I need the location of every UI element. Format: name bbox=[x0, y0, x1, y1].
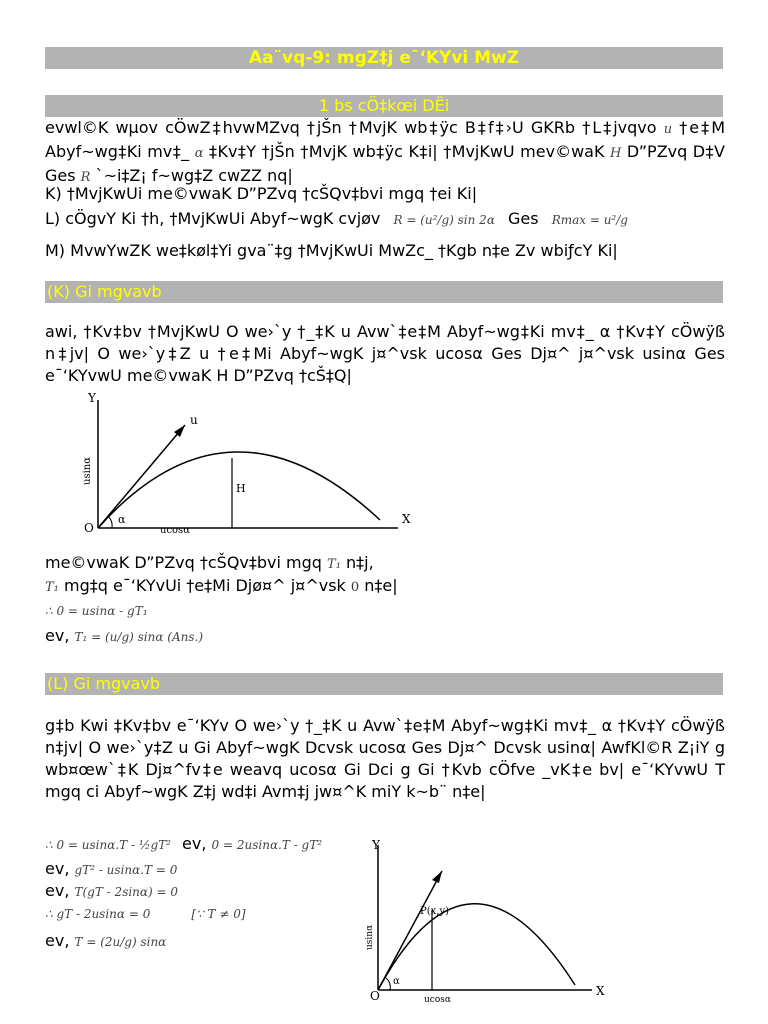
equation-l-1 bbox=[45, 833, 322, 856]
t1-statement bbox=[45, 552, 374, 576]
text: `~i‡Z¡ f~wg‡Z cwZZ nq| bbox=[95, 166, 293, 185]
text: ev, bbox=[45, 626, 70, 645]
section-header-k: (K) Gi mgvavb bbox=[45, 281, 723, 303]
arrow-head bbox=[432, 871, 442, 883]
x-label: X bbox=[402, 512, 411, 526]
y-label: Y bbox=[372, 838, 380, 852]
origin-label: O bbox=[84, 521, 94, 535]
symbol-T1: T₁ bbox=[45, 580, 59, 595]
h-label: H bbox=[236, 482, 246, 495]
page-title: Aa¨vq-9: mgZ‡j e¯‘KYvi MwZ bbox=[45, 47, 723, 69]
equation: 0 = 2usinα.T - gT² bbox=[211, 838, 323, 852]
formula-range: R = (u²/g) sin 2α bbox=[393, 213, 495, 227]
text: D”PZvq D‡V Ges bbox=[45, 142, 725, 185]
equation-k-1 bbox=[45, 599, 148, 622]
alpha-label: α bbox=[118, 513, 126, 526]
text: n‡j, bbox=[346, 553, 374, 572]
equation: T = (2u/g) sinα bbox=[74, 935, 167, 949]
solution-l-paragraph: g‡b Kwi ‡Kv‡bv e¯‘KYv O we›`y †_‡K u Avw`‡e‡M Abyf~wg‡Ki mv‡_ α †Kv‡Y cÖwÿß n‡jv| O we›`y‡Z u Gi Abyf~wgK Dcvsk ucosα Ges Dj¤^ Dcvsk usinα| AwfKl©R Z¡iY g wb¤œw`‡K Dj¤^fv‡e weavq ucosα Gi Dci g Gi †Kvb cÖfve _vK‡e bv| e¯‘KYvwU T mgq ci Abyf~wgK Z‡j wd‡i Avm‡j jw¤^K miY k~b¨ n‡e| bbox=[45, 716, 725, 801]
ucos-label: ucosα bbox=[160, 525, 190, 535]
projectile-diagram-2 bbox=[360, 835, 620, 1005]
question-m: M) MvwYwZK we‡køl‡Yi gva¨‡g †MvjKwUi MwZc_ †Kgb n‡e Zv wbiƒcY Ki| bbox=[45, 241, 618, 260]
section-header-answer-1: 1 bs cÖ‡kœi DËi bbox=[45, 95, 723, 117]
equation-k-2 bbox=[45, 625, 203, 648]
alpha-label: α bbox=[393, 976, 400, 987]
symbol-T1: T₁ bbox=[327, 557, 341, 572]
projectile-diagram-1 bbox=[60, 390, 420, 535]
formula-rmax: Rmax = u²/g bbox=[551, 213, 628, 227]
ucos-label: ucosα bbox=[424, 995, 451, 1005]
equation: ∴ 0 = usinα.T - ½gT² bbox=[45, 838, 171, 852]
equation: ∴ gT - 2usinα = 0 bbox=[45, 907, 151, 921]
text: evwl©K wµov cÖwZ‡hvwMZvq †jŠn †MvjK wb‡ÿc B‡f‡›U GKRb †L‡jvqvo bbox=[45, 118, 657, 137]
text: L) cÖgvY Ki †h, †MvjKwUi Abyf~wgK cvjøv bbox=[45, 209, 381, 228]
equation-l-5 bbox=[45, 930, 166, 953]
origin-label: O bbox=[370, 989, 380, 1003]
note: [∵ T ≠ 0] bbox=[191, 907, 246, 921]
equation-l-2 bbox=[45, 858, 177, 881]
question-l bbox=[45, 208, 628, 231]
question-k: K) †MvjKwUi me©vwaK D”PZvq †cŠQv‡bvi mgq †ei Ki| bbox=[45, 184, 478, 203]
equation: T(gT - 2sinα) = 0 bbox=[74, 885, 179, 899]
text: ev, bbox=[45, 881, 70, 900]
text: n‡e| bbox=[364, 576, 398, 595]
symbol-u: u bbox=[663, 122, 673, 137]
section-header-l: (L) Gi mgvavb bbox=[45, 673, 723, 695]
symbol-alpha: α bbox=[194, 146, 204, 161]
text: ‡Kv‡Y †jŠn †MvjK wb‡ÿc K‡i| †MvjKwU mev©waK bbox=[209, 142, 605, 161]
equation: T₁ = (u/g) sinα (Ans.) bbox=[74, 630, 204, 644]
usin-label: usinα bbox=[365, 924, 375, 950]
symbol-H: H bbox=[609, 146, 622, 161]
equation-l-4 bbox=[45, 902, 246, 925]
text: ev, bbox=[182, 834, 207, 853]
text: Ges bbox=[508, 209, 539, 228]
x-label: X bbox=[596, 984, 605, 998]
equation: gT² - usinα.T = 0 bbox=[74, 863, 178, 877]
u-label: u bbox=[190, 413, 198, 427]
point-label: P(x,y) bbox=[420, 906, 449, 917]
text: ev, bbox=[45, 859, 70, 878]
usin-label: usinα bbox=[82, 457, 93, 485]
angle-arc bbox=[386, 978, 390, 990]
zero: 0 bbox=[350, 580, 360, 595]
t1-statement-2 bbox=[45, 575, 398, 599]
solution-k-paragraph: awi, †Kv‡bv †MvjKwU O we›`y †_‡K u Avw`‡e‡M Abyf~wg‡Ki mv‡_ α †Kv‡Y cÖwÿß n‡jv| O we›`y‡Z u †e‡Mi Abyf~wgK j¤^vsk ucosα Ges Dj¤^ j¤^vsk usinα Ges e¯‘KYvwU me©vwaK H D”PZvq †cŠ‡Q| bbox=[45, 322, 725, 385]
equation-l-3 bbox=[45, 880, 178, 903]
text: †e‡M Abyf~wg‡Ki mv‡_ bbox=[45, 118, 726, 161]
text: ev, bbox=[45, 931, 70, 950]
text: me©vwaK D”PZvq †cŠQv‡bvi mgq bbox=[45, 553, 322, 572]
question-paragraph bbox=[45, 117, 725, 189]
y-label: Y bbox=[88, 391, 96, 405]
symbol-R: R bbox=[80, 170, 91, 185]
text: mg‡q e¯‘KYvUi †e‡Mi Djø¤^ j¤^vsk bbox=[63, 576, 346, 595]
angle-arc bbox=[108, 516, 112, 528]
equation: ∴ 0 = usinα - gT₁ bbox=[45, 604, 148, 618]
velocity-vector bbox=[98, 425, 185, 528]
trajectory bbox=[378, 904, 575, 990]
